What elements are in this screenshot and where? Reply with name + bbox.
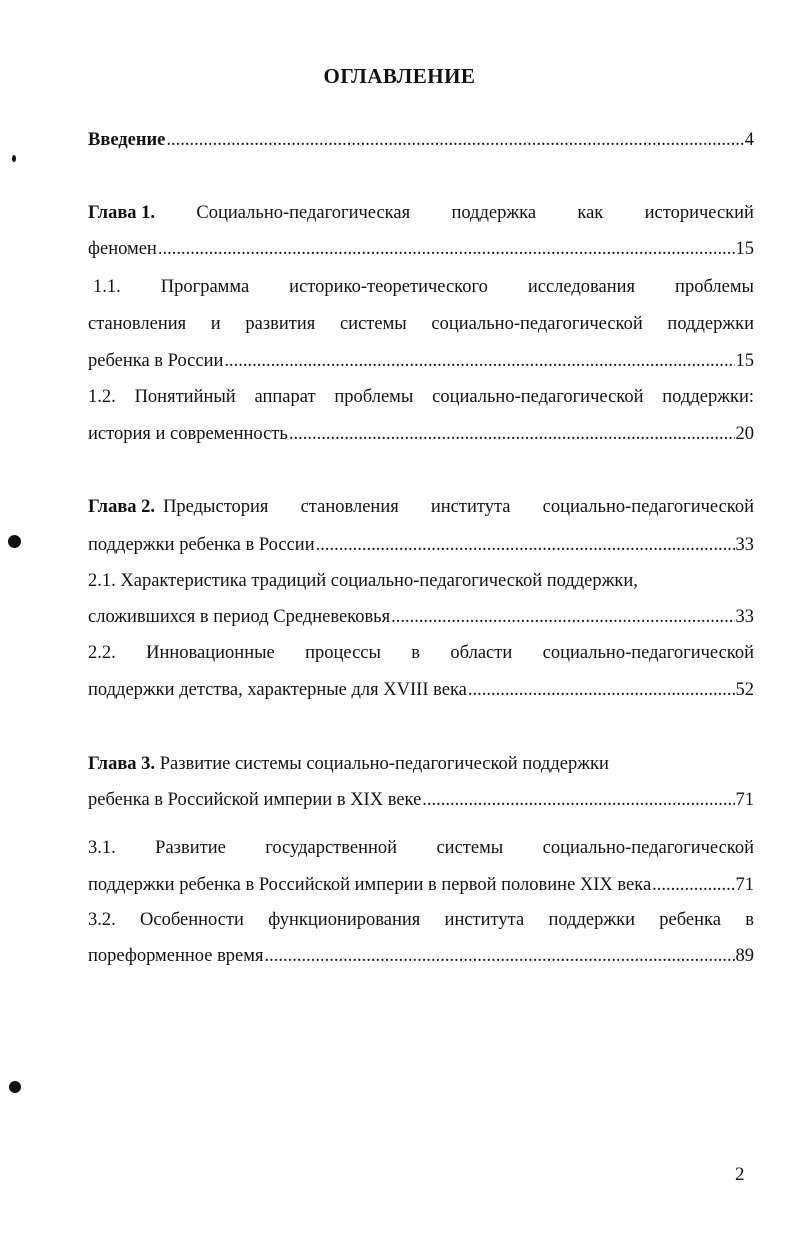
dot-leader bbox=[652, 873, 734, 897]
toc-section-1-1-end[interactable] bbox=[88, 349, 754, 373]
toc-chapter-2-heading[interactable] bbox=[88, 495, 754, 519]
toc-chapter-3-end[interactable] bbox=[88, 788, 754, 812]
entry-page: 15 bbox=[735, 239, 754, 259]
toc-section-3-1-end[interactable] bbox=[88, 873, 754, 897]
dot-leader bbox=[391, 605, 734, 629]
entry-page: 71 bbox=[735, 875, 754, 895]
dot-leader bbox=[224, 349, 734, 373]
heading-word: как bbox=[577, 203, 604, 223]
toc-entry-introduction[interactable] bbox=[88, 128, 754, 152]
entry-text: история и современность bbox=[88, 424, 288, 444]
entry-page: 71 bbox=[735, 790, 754, 810]
entry-text: поддержки ребенка в Российской империи в первой половине XIX века bbox=[88, 875, 652, 895]
entry-text: сложившихся в период Средневековья bbox=[88, 607, 391, 627]
entry-page: 52 bbox=[735, 680, 754, 700]
scan-speck bbox=[12, 155, 16, 162]
toc-section-1-1-line[interactable]: 1.1. Программа историко-теоретического исследования проблемы bbox=[93, 277, 754, 297]
entry-page: 33 bbox=[735, 607, 754, 627]
toc-chapter-2-end[interactable] bbox=[88, 533, 754, 557]
toc-chapter-1-heading[interactable] bbox=[88, 201, 754, 225]
toc-chapter-1-end[interactable] bbox=[88, 237, 754, 261]
page-title: ОГЛАВЛЕНИЕ bbox=[323, 64, 476, 88]
toc-section-1-2-line[interactable]: 1.2. Понятийный аппарат проблемы социально-педагогической поддержки: bbox=[88, 387, 754, 407]
toc-section-2-1-line[interactable]: 2.1. Характеристика традиций социально-педагогической поддержки, bbox=[88, 571, 638, 591]
entry-label: Введение bbox=[88, 130, 166, 150]
entry-text: поддержки ребенка в России bbox=[88, 535, 315, 555]
heading-word: поддержка bbox=[451, 203, 537, 223]
dot-leader bbox=[316, 533, 735, 557]
toc-section-2-1-end[interactable] bbox=[88, 605, 754, 629]
entry-text: пореформенное время bbox=[88, 946, 264, 966]
toc-chapter-3-heading[interactable] bbox=[88, 752, 754, 776]
toc-section-3-1-line[interactable]: 3.1. Развитие государственной системы социально-педагогической bbox=[88, 838, 754, 858]
dot-leader bbox=[265, 944, 735, 968]
toc-section-1-1-line[interactable]: становления и развития системы социально-педагогической поддержки bbox=[88, 314, 754, 334]
toc-section-3-2-end[interactable] bbox=[88, 944, 754, 968]
chapter-label: Глава 3. bbox=[88, 754, 156, 774]
entry-text: ребенка в России bbox=[88, 351, 224, 371]
heading-text: Предыстория становления института социально-педагогической bbox=[163, 497, 754, 517]
entry-text: ребенка в Российской империи в XIX веке bbox=[88, 790, 422, 810]
page-number: 2 bbox=[735, 1164, 745, 1185]
toc-section-3-2-line[interactable]: 3.2. Особенности функционирования института поддержки ребенка в bbox=[88, 910, 754, 930]
toc-section-2-2-line[interactable]: 2.2. Инновационные процессы в области социально-педагогической bbox=[88, 643, 754, 663]
binder-hole bbox=[9, 1081, 21, 1093]
binder-hole bbox=[8, 535, 21, 548]
entry-page: 33 bbox=[735, 535, 754, 555]
dot-leader bbox=[422, 788, 734, 812]
entry-page: 89 bbox=[735, 946, 754, 966]
toc-section-1-2-end[interactable] bbox=[88, 422, 754, 446]
toc-section-2-2-end[interactable] bbox=[88, 678, 754, 702]
heading-word: Социально-педагогическая bbox=[196, 203, 411, 223]
entry-text: поддержки детства, характерные для XVIII века bbox=[88, 680, 467, 700]
chapter-label: Глава 1. bbox=[88, 203, 156, 223]
chapter-label: Глава 2. bbox=[88, 497, 156, 517]
entry-page: 4 bbox=[744, 130, 754, 150]
heading-word: исторический bbox=[644, 203, 754, 223]
dot-leader bbox=[289, 422, 735, 446]
entry-page: 15 bbox=[735, 351, 754, 371]
entry-text: феномен bbox=[88, 239, 157, 259]
dot-leader bbox=[158, 237, 735, 261]
entry-page: 20 bbox=[735, 424, 754, 444]
dot-leader bbox=[468, 678, 735, 702]
heading-text: Развитие системы социально-педагогической поддержки bbox=[159, 754, 609, 774]
dot-leader bbox=[166, 128, 743, 152]
